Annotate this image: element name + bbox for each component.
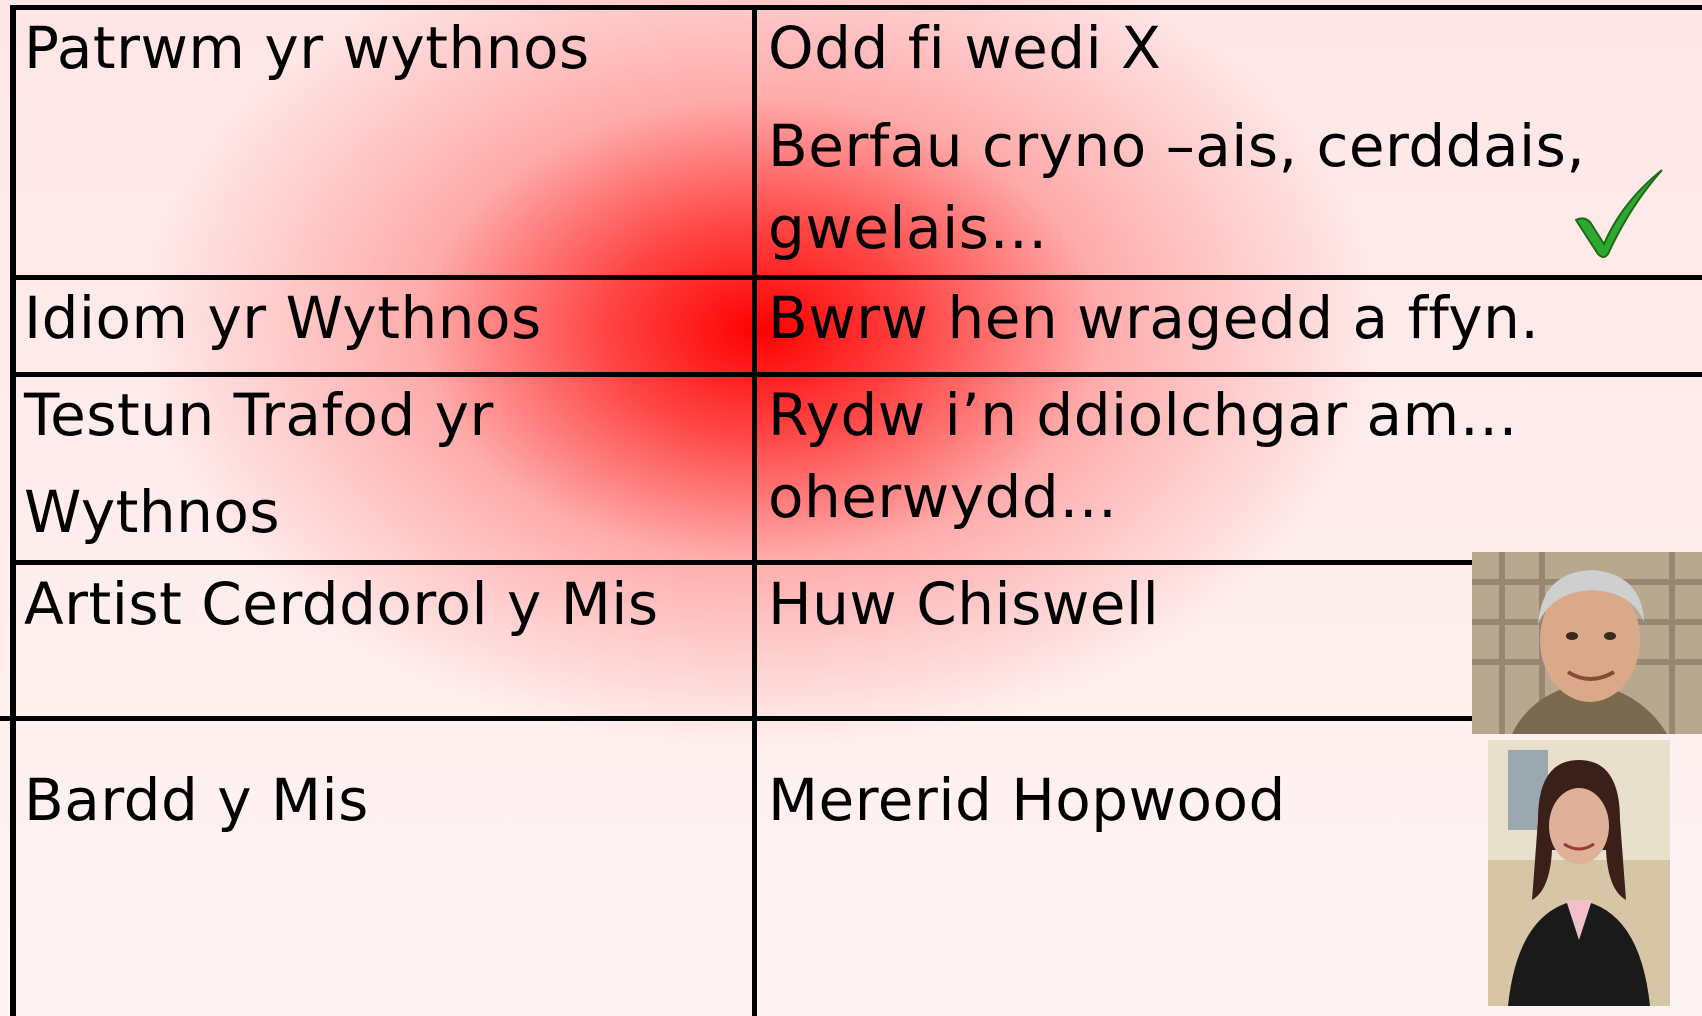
row1-value-line3: gwelais… [768, 194, 1048, 262]
row1-label: Patrwm yr wythnos [24, 14, 590, 82]
row3-value-line1: Rydw i’n ddiolchgar am… [768, 381, 1519, 449]
row4-label: Artist Cerddorol y Mis [24, 570, 659, 638]
row4-value: Huw Chiswell [768, 570, 1160, 638]
check-icon [1570, 166, 1666, 262]
artist-photo [1472, 552, 1702, 734]
row5-value: Mererid Hopwood [768, 766, 1286, 834]
row3-value-line2: oherwydd… [768, 463, 1118, 531]
row2-value: Bwrw hen wragedd a ffyn. [768, 284, 1540, 352]
row3-label-line1: Testun Trafod yr [24, 381, 494, 449]
column-divider [752, 5, 757, 1016]
row1-value-line1: Odd fi wedi X [768, 14, 1162, 82]
row1-value-line2: Berfau cryno –ais, cerddais, [768, 112, 1586, 180]
poet-photo [1488, 740, 1670, 1006]
row5-label: Bardd y Mis [24, 766, 369, 834]
row3-label-line2: Wythnos [24, 478, 281, 546]
left-border [10, 5, 16, 1016]
row2-label: Idiom yr Wythnos [24, 284, 542, 352]
row-divider-4 [0, 716, 1702, 721]
